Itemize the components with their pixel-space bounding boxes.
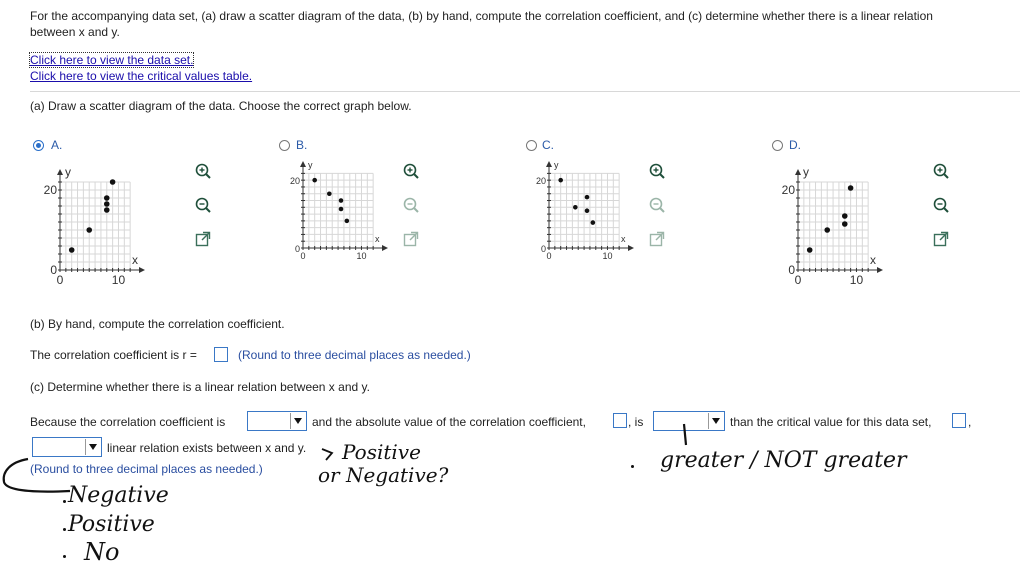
x-axis-label: x xyxy=(132,253,138,267)
x-tick-label-0: 0 xyxy=(546,251,552,261)
option-a-label[interactable]: A. xyxy=(51,138,63,152)
x-tick-label-10: 10 xyxy=(849,273,864,287)
option-c-label[interactable]: C. xyxy=(542,138,554,152)
round-hint-c: (Round to three decimal places as needed.) xyxy=(30,462,263,476)
part-c-text-2: and the absolute value of the correlation coefficient, xyxy=(312,415,586,429)
part-c-text-4: than the critical value for this data set, xyxy=(730,415,932,429)
y-axis-label: y xyxy=(308,160,313,170)
handwritten-note-sign-2: or Negative? xyxy=(318,463,449,487)
x-tick-label-10: 10 xyxy=(602,251,613,261)
option-b-label[interactable]: B. xyxy=(296,138,308,152)
y-axis-label: y xyxy=(65,165,71,179)
x-axis-label: x xyxy=(870,253,876,267)
handwritten-option-positive: Positive xyxy=(68,512,155,537)
part-c-text-6: linear relation exists between x and y. xyxy=(107,441,307,455)
x-tick-label-10: 10 xyxy=(111,273,126,287)
y-tick-label-0: 0 xyxy=(788,263,795,277)
critical-values-link[interactable]: Click here to view the critical values table. xyxy=(30,69,253,83)
y-tick-label-0: 0 xyxy=(50,263,57,277)
part-c-text-5: , xyxy=(968,415,972,429)
part-c-label: (c) Determine whether there is a linear relation between x and y. xyxy=(30,380,370,394)
x-axis-label: x xyxy=(375,234,380,244)
y-axis-label: y xyxy=(803,165,809,179)
y-tick-label-0: 0 xyxy=(540,244,546,254)
x-tick-label-0: 0 xyxy=(56,273,64,287)
dataset-link[interactable]: Click here to view the data set. xyxy=(30,53,194,67)
y-tick-label-0: 0 xyxy=(294,244,300,254)
x-tick-label-10: 10 xyxy=(356,251,367,261)
handwritten-note-comparison: greater / NOT greater xyxy=(660,448,907,473)
handwritten-option-negative: Negative xyxy=(68,483,169,508)
handwritten-note-sign-1: Positive xyxy=(342,440,421,464)
option-d-label[interactable]: D. xyxy=(789,138,801,152)
part-b-label: (b) By hand, compute the correlation coefficient. xyxy=(30,317,285,331)
y-tick-label-20: 20 xyxy=(289,176,300,187)
bullet-dot xyxy=(63,528,66,531)
correlation-sentence: The correlation coefficient is r = xyxy=(30,348,197,362)
handwritten-option-no: No xyxy=(84,538,120,566)
question-prompt-line2: between x and y. xyxy=(30,25,120,39)
bullet-dot xyxy=(63,500,66,503)
y-axis-label: y xyxy=(554,160,559,170)
part-a-label: (a) Draw a scatter diagram of the data. Choose the correct graph below. xyxy=(30,99,412,113)
y-tick-label-20: 20 xyxy=(43,183,57,197)
y-tick-label-20: 20 xyxy=(781,183,795,197)
x-axis-label: x xyxy=(621,234,626,244)
x-tick-label-0: 0 xyxy=(794,273,802,287)
part-c-text-3: , is xyxy=(628,415,644,429)
round-hint-b: (Round to three decimal places as needed.) xyxy=(238,348,471,362)
question-prompt-line1: For the accompanying data set, (a) draw a scatter diagram of the data, (b) by hand, compute the correlation coefficient, and (c) determine whether there is a linear relation xyxy=(30,9,933,23)
bullet-dot xyxy=(631,465,634,468)
x-tick-label-0: 0 xyxy=(300,251,306,261)
part-c-text-1: Because the correlation coefficient is xyxy=(30,415,226,429)
y-tick-label-20: 20 xyxy=(535,176,546,187)
bullet-dot xyxy=(63,555,66,558)
